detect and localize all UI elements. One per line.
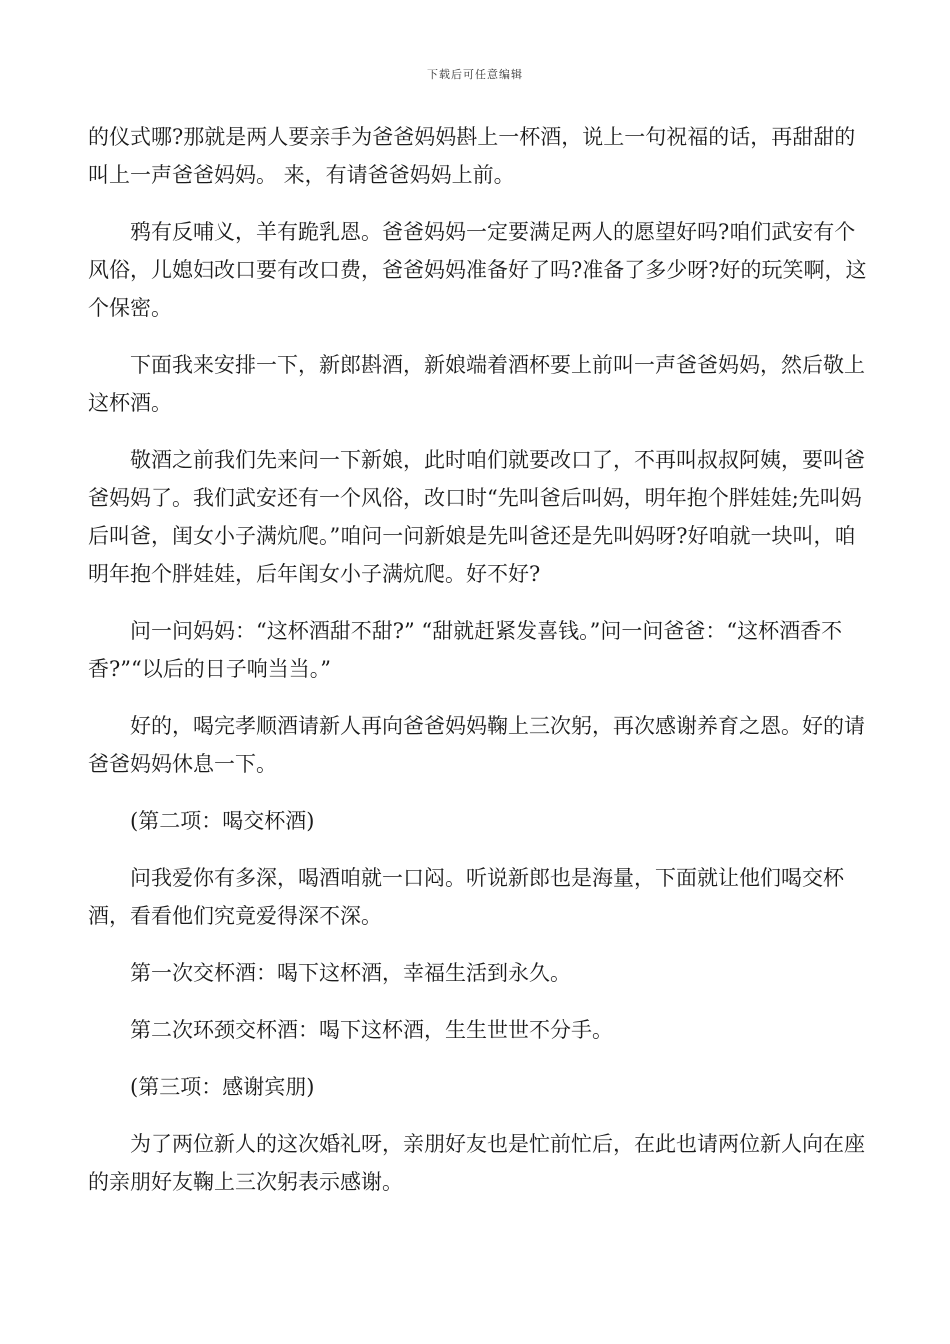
paragraph: 问我爱你有多深，喝酒咱就一口闷。听说新郎也是海量，下面就让他们喝交杯酒，看看他们究竟爱得深不深。 xyxy=(88,866,844,928)
paragraph: 为了两位新人的这次婚礼呀，亲朋好友也是忙前忙后，在此也请两位新人向在座的亲朋好友鞠上三次躬表示感谢。 xyxy=(88,1132,865,1194)
paragraph: 第一次交杯酒：喝下这杯酒，幸福生活到永久。 xyxy=(130,961,571,985)
paragraph: 好的，喝完孝顺酒请新人再向爸爸妈妈鞠上三次躬，再次感谢养育之恩。好的请爸爸妈妈休息一下。 xyxy=(88,714,865,776)
paragraph: 第二次环颈交杯酒：喝下这杯酒，生生世世不分手。 xyxy=(130,1018,613,1042)
paragraph: 的仪式哪?那就是两人要亲手为爸爸妈妈斟上一杯酒，说上一句祝福的话，再甜甜的叫上一声爸爸妈妈。 来，有请爸爸妈妈上前。 xyxy=(88,125,856,187)
page-header: 下载后可任意编辑 xyxy=(427,68,523,81)
section-heading: (第二项：喝交杯酒) xyxy=(130,809,315,833)
paragraph: 鸦有反哺义，羊有跪乳恩。爸爸妈妈一定要满足两人的愿望好吗?咱们武安有个风俗，儿媳妇改口要有改口费，爸爸妈妈准备好了吗?准备了多少呀?好的玩笑啊，这个保密。 xyxy=(88,220,867,320)
section-heading: (第三项：感谢宾朋) xyxy=(130,1075,315,1099)
document-body xyxy=(88,118,868,1220)
paragraph: 问一问妈妈：“这杯酒甜不甜?” “甜就赶紧发喜钱。”问一问爸爸：“这杯酒香不香?”“以后的日子响当当。” xyxy=(88,619,843,681)
paragraph: 敬酒之前我们先来问一下新娘，此时咱们就要改口了，不再叫叔叔阿姨，要叫爸爸妈妈了。我们武安还有一个风俗，改口时“先叫爸后叫妈，明年抱个胖娃娃;先叫妈后叫爸，闺女小子满炕爬。”咱问一问新娘是先叫爸还是先叫妈呀?好咱就一块叫，咱明年抱个胖娃娃，后年闺女小子满炕爬。好不好? xyxy=(88,448,865,586)
paragraph: 下面我来安排一下，新郎斟酒，新娘端着酒杯要上前叫一声爸爸妈妈，然后敬上这杯酒。 xyxy=(88,353,865,415)
